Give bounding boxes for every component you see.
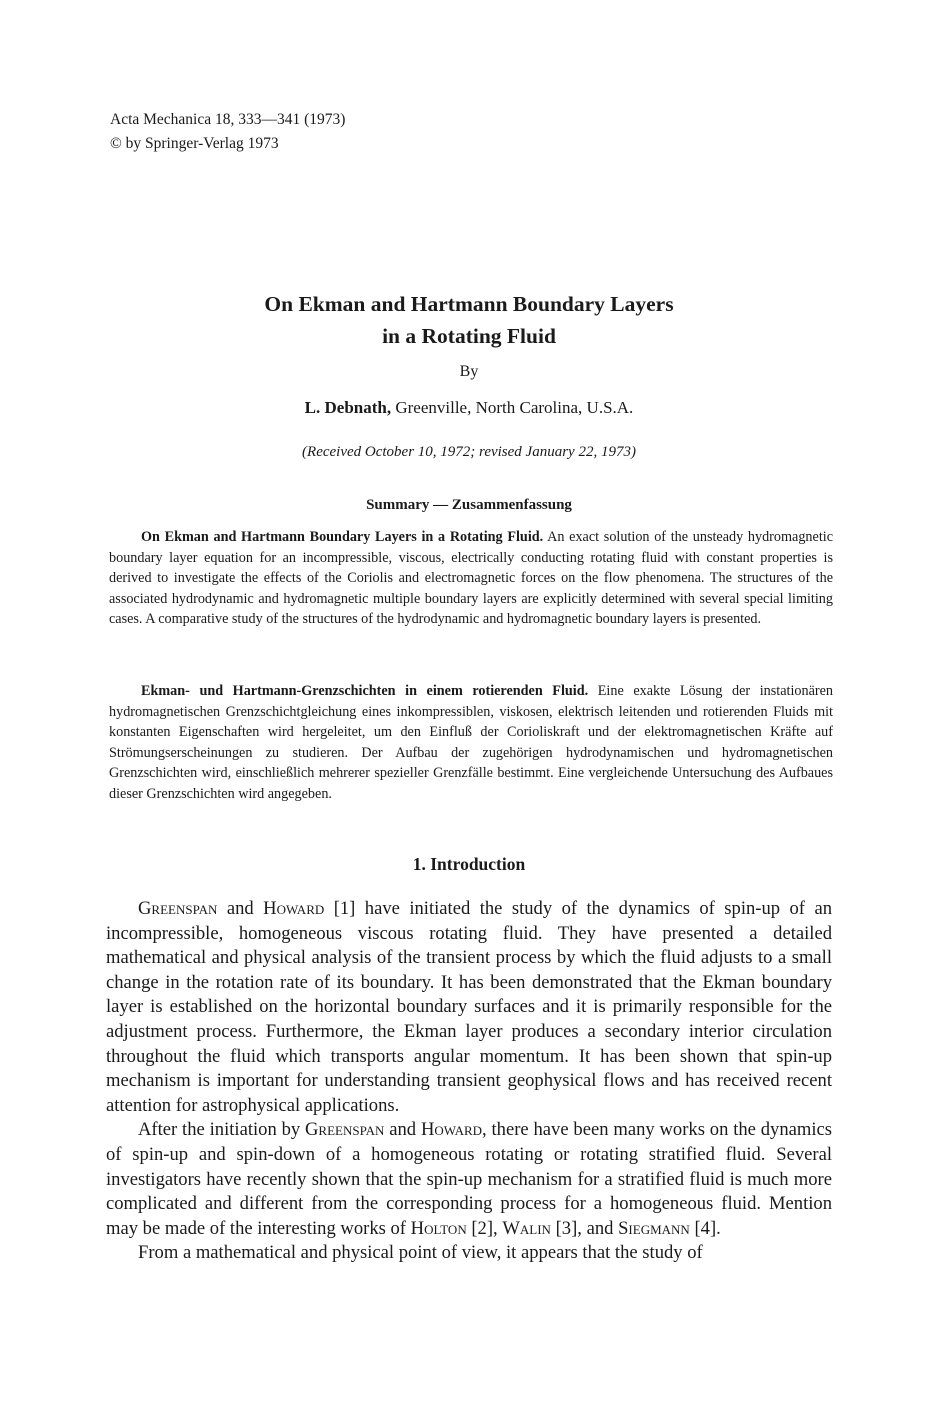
cited-author: Howard (420, 1119, 483, 1141)
abstract-german-title: Ekman- und Hartmann-Grenzschichten in einem rotierenden Fluid. (141, 683, 589, 699)
abstract-german (109, 681, 833, 804)
paper-title-line-2: in a Rotating Fluid (382, 324, 556, 348)
paragraph-text: [4]. (689, 1217, 721, 1239)
paragraph-text: [2], (466, 1217, 503, 1239)
paragraph: From a mathematical and physical point of view, it appears that the study of (138, 1242, 703, 1264)
introduction-body (106, 897, 832, 1266)
abstract-english-text: An exact solution of the unsteady hydromagnetic boundary layer equation for an incompressible, viscous, electrically conducting rotating fluid with constant properties is derived to investigate the effects of the Coriolis and electromagnetic forces on the flow phenomena. The structures of the associated hydrodynamic and hydromagnetic multiple boundary layers are explicitly determined with several special limiting cases. A comparative study of the structures of the hydrodynamic and hydromagnetic boundary layers is presented. (109, 529, 834, 627)
cited-author: Howard (263, 898, 325, 919)
paper-title-line-1: On Ekman and Hartmann Boundary Layers (264, 292, 674, 316)
paragraph (106, 897, 832, 1118)
paragraph (106, 1118, 832, 1241)
section-heading-introduction: 1. Introduction (412, 854, 526, 874)
cited-author: Siegmann (618, 1217, 690, 1239)
author-affiliation: Greenville, North Carolina, U.S.A. (395, 398, 634, 417)
received-dates: (Received October 10, 1972; revised January 22, 1973) (302, 444, 636, 460)
cited-author: Greenspan (138, 898, 218, 919)
paper-title (0, 288, 938, 352)
author-name: L. Debnath, (304, 398, 392, 417)
abstract-german-text: Eine exakte Lösung der instationären hydromagnetischen Grenzschichtgleichung eines inkompressiblen, viskosen, elektrisch leitenden und rotierenden Fluids mit konstanten Eigenschaften wird hergeleitet, um den Einfluß der Corioliskraft und der elektromagnetischen Kräfte auf Strömungserscheinungen zu studieren. Der Aufbau der zugehörigen hydrodynamischen und hydromagnetischen Grenzschichten wird, einschließlich mehrerer spezieller Grenzfälle bestimmt. Eine vergleichende Untersuchung des Aufbaues dieser Grenzschichten wird angegeben. (109, 683, 834, 802)
journal-header (110, 108, 345, 156)
cited-author: Holton (410, 1217, 467, 1239)
paragraph-text: and (217, 898, 264, 919)
cited-author: Walin (502, 1217, 551, 1239)
abstract-english (109, 527, 833, 630)
by-label: By (459, 363, 479, 380)
journal-copyright: © by Springer-Verlag 1973 (110, 135, 279, 152)
summary-heading: Summary — Zusammenfassung (366, 497, 572, 513)
abstract-english-title: On Ekman and Hartmann Boundary Layers in a Rotating Fluid. (141, 529, 544, 545)
author-line (0, 398, 938, 418)
paragraph-text: [3], and (550, 1217, 619, 1239)
paragraph-text: and (384, 1119, 421, 1141)
paragraph-text: After the initiation by (138, 1119, 305, 1141)
journal-citation: Acta Mechanica 18, 333—341 (1973) (110, 111, 346, 128)
paragraph-text: [1] have initiated the study of the dynamics of spin-up of an incompressible, homogeneous viscous rotating fluid. They have presented a detailed mathematical and physical analysis of the transient process by which the fluid adjusts to a small change in the rotation rate of its boundary. It has been demonstrated that the Ekman boundary layer is established on the horizontal boundary surfaces and it is primarily responsible for the adjustment process. Furthermore, the Ekman layer produces a secondary interior circulation throughout the fluid which transports angular momentum. It has been shown that spin-up mechanism is important for understanding transient geophysical flows and has received recent attention for astrophysical applications. (106, 898, 832, 1116)
cited-author: Greenspan (305, 1119, 385, 1141)
paragraph-text: , there have been many works on the dynamics of spin-up and spin-down of a homogeneous rotating or rotating stratified fluid. Several investigators have recently shown that the spin-up mechanism for a stratified fluid is much more complicated and different from the corresponding process for a homogeneous fluid. Mention may be made of the interesting works of (106, 1119, 832, 1239)
